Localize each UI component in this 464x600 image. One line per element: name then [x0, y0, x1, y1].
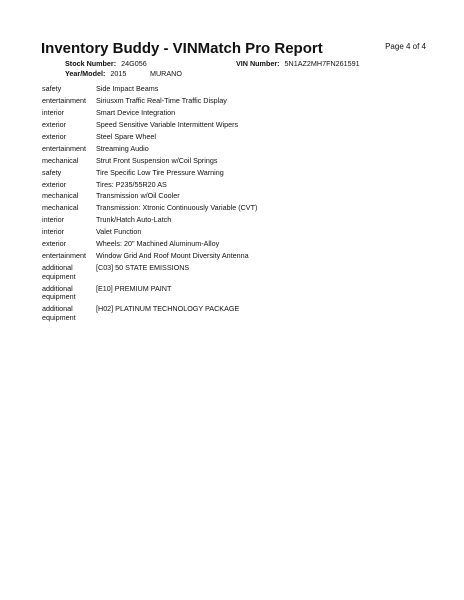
feature-category: entertainment	[42, 95, 86, 105]
feature-category: interior	[42, 107, 64, 117]
feature-row	[42, 85, 432, 94]
feature-row	[42, 181, 432, 190]
year-value: 2015	[110, 69, 127, 78]
feature-category: mechanical	[42, 191, 79, 201]
feature-description: Speed Sensitive Variable Intermittent Wipers	[96, 119, 239, 129]
feature-category: exterior	[42, 131, 66, 141]
feature-description: Side Impact Beams	[96, 84, 159, 93]
feature-list	[42, 85, 432, 326]
vin-number-label: VIN Number:	[236, 59, 280, 68]
feature-description: [H02] PLATINUM TECHNOLOGY PACKAGE	[96, 304, 240, 314]
feature-row	[42, 252, 432, 261]
feature-description: Wheels: 20" Machined Aluminum-Alloy	[96, 239, 220, 249]
feature-row	[42, 145, 432, 154]
model-value: MURANO	[150, 69, 182, 78]
feature-description: Transmission: Xtronic Continuously Variable (CVT)	[96, 203, 258, 213]
year-model-label: Year/Model:	[65, 69, 106, 78]
vin-number-value: 5N1AZ2MH7FN261591	[284, 59, 360, 68]
feature-description: Window Grid And Roof Mount Diversity Antenna	[96, 251, 249, 261]
feature-category: mechanical	[42, 155, 79, 165]
feature-row	[42, 121, 432, 130]
feature-description: Transmission w/Oil Cooler	[96, 191, 180, 201]
page-number: Page 4 of 4	[385, 42, 426, 51]
feature-category: additional equipment	[42, 263, 76, 281]
feature-category: mechanical	[42, 203, 79, 213]
feature-category: safety	[42, 167, 62, 177]
feature-category: exterior	[42, 179, 66, 189]
stock-number	[65, 59, 147, 68]
feature-description: Steel Spare Wheel	[96, 131, 156, 141]
feature-description: Tires: P235/55R20 AS	[96, 179, 167, 189]
feature-row	[42, 169, 432, 178]
feature-category: safety	[42, 84, 62, 93]
stock-number-value: 24G056	[121, 59, 147, 68]
feature-description: Smart Device Integration	[96, 107, 176, 117]
vin-number	[236, 59, 360, 68]
feature-description: Strut Front Suspension w/Coil Springs	[96, 155, 218, 165]
feature-description: [E10] PREMIUM PAINT	[96, 283, 172, 293]
feature-description: [C03] 50 STATE EMISSIONS	[96, 263, 190, 273]
feature-category: additional equipment	[42, 304, 76, 322]
feature-row	[42, 157, 432, 166]
feature-category: additional equipment	[42, 283, 76, 302]
feature-category: exterior	[42, 239, 66, 249]
stock-number-label: Stock Number:	[65, 59, 117, 68]
feature-category: interior	[42, 215, 64, 225]
feature-description: Valet Function	[96, 227, 142, 237]
feature-row	[42, 264, 432, 281]
feature-row	[42, 285, 432, 302]
year-model	[65, 69, 126, 78]
feature-row	[42, 109, 432, 118]
feature-row	[42, 204, 432, 213]
feature-category: entertainment	[42, 251, 86, 261]
feature-category: interior	[42, 227, 64, 237]
feature-row	[42, 97, 432, 106]
feature-row	[42, 240, 432, 249]
feature-description: Siriusxm Traffic Real-Time Traffic Display	[96, 95, 227, 105]
feature-description: Streaming Audio	[96, 143, 149, 153]
feature-row	[42, 228, 432, 237]
feature-description: Trunk/Hatch Auto-Latch	[96, 215, 172, 225]
feature-category: entertainment	[42, 143, 86, 153]
feature-row	[42, 192, 432, 201]
feature-row	[42, 133, 432, 142]
feature-category: exterior	[42, 119, 66, 129]
feature-row	[42, 305, 432, 322]
feature-row	[42, 216, 432, 225]
report-title: Inventory Buddy - VINMatch Pro Report	[41, 40, 323, 57]
feature-description: Tire Specific Low Tire Pressure Warning	[96, 167, 224, 177]
